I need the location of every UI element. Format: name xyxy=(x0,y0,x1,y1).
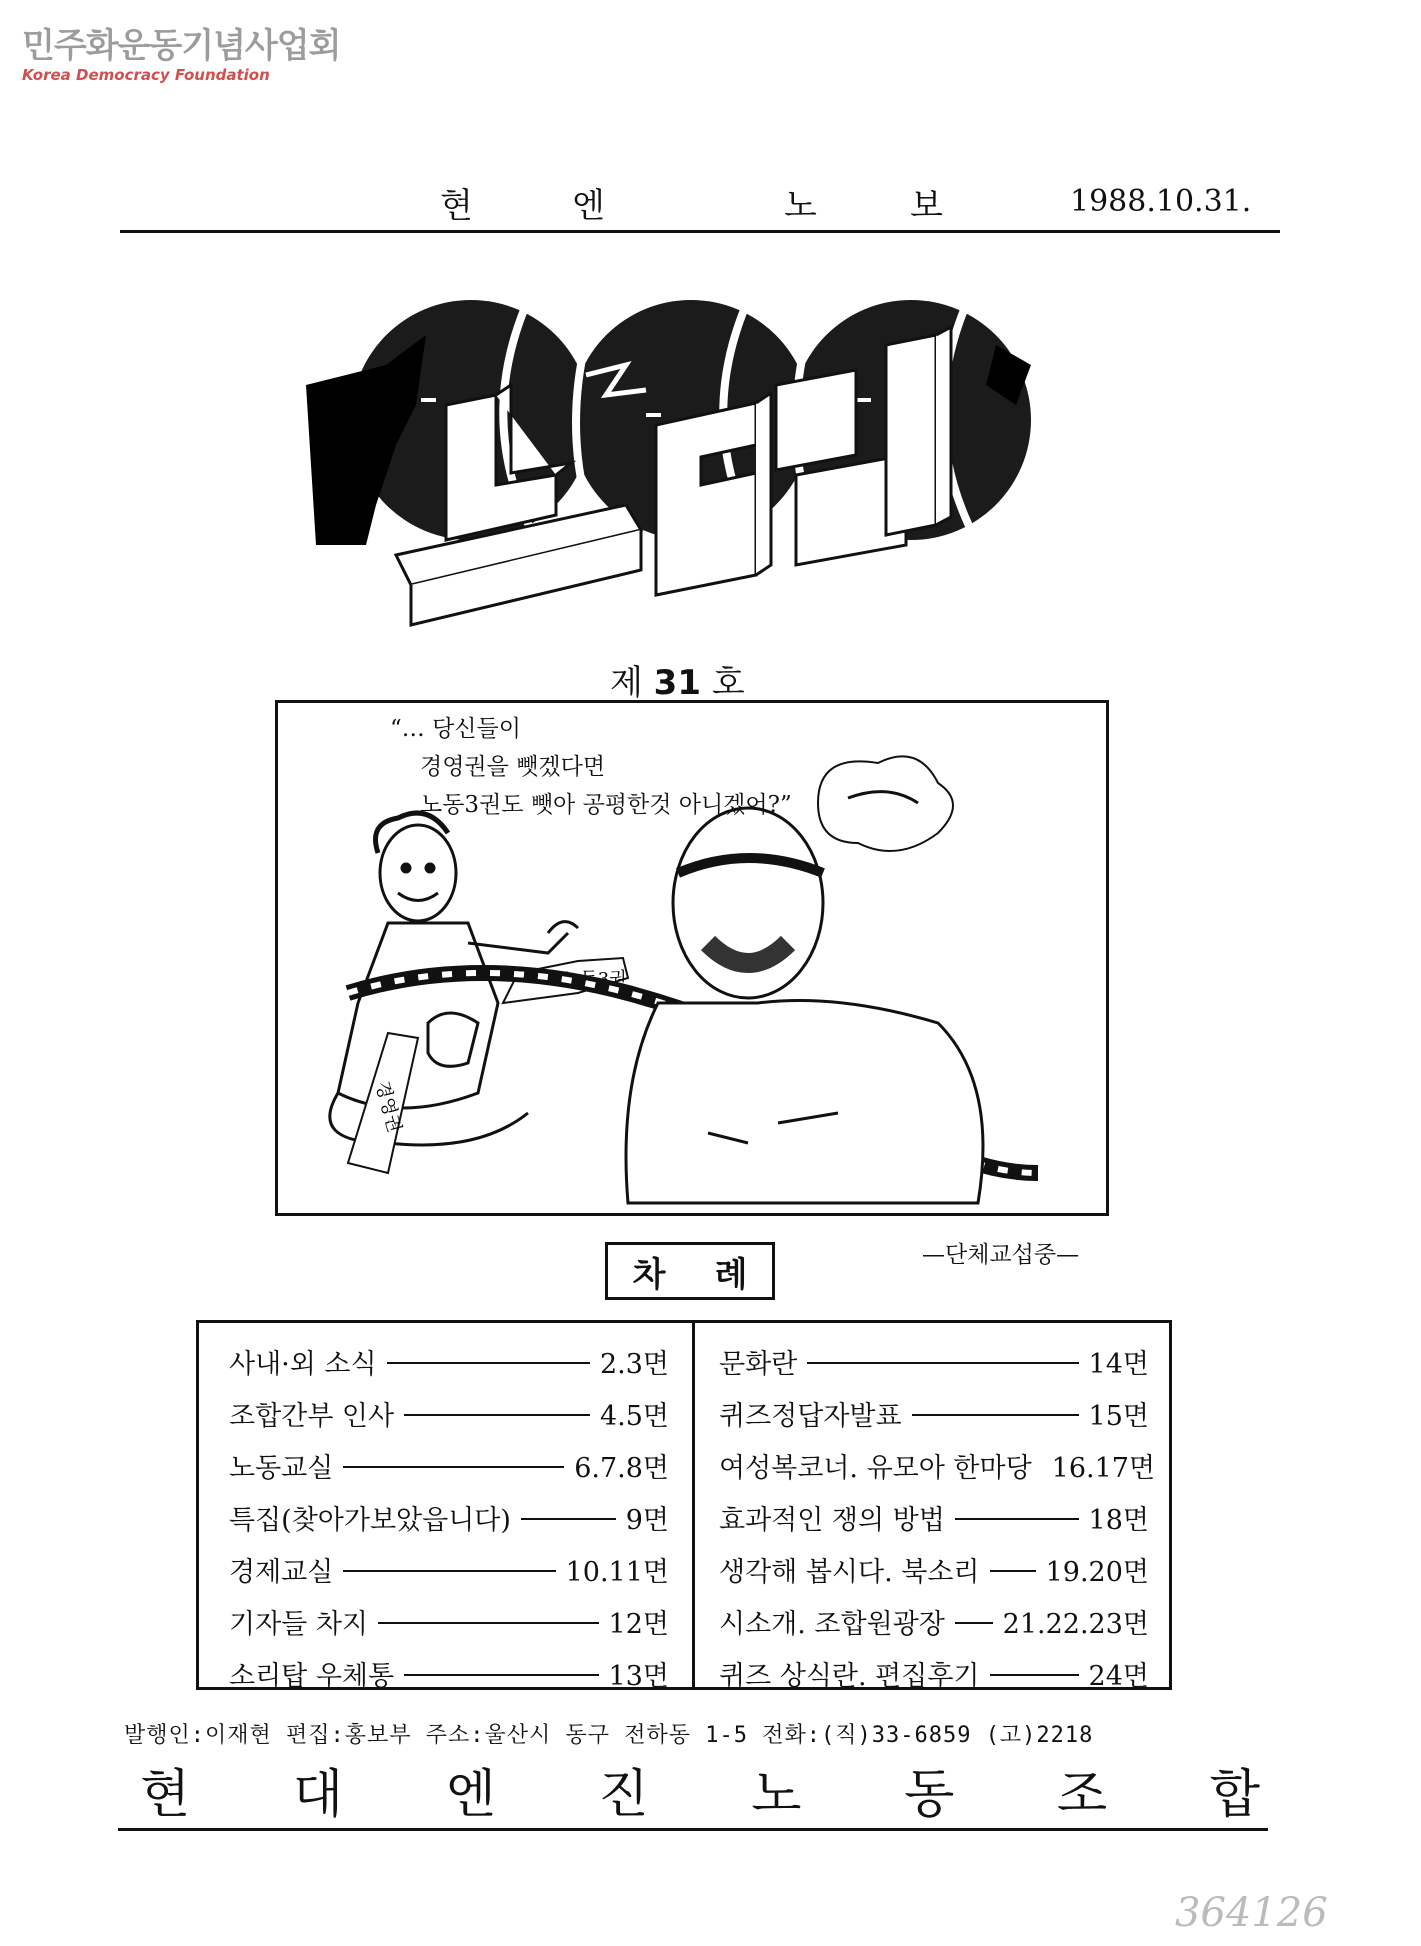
union-name-char: 대 xyxy=(292,1765,344,1825)
union-name-char: 현 xyxy=(140,1765,191,1825)
issue-date: 1988.10.31. xyxy=(1070,184,1252,219)
toc-entry: 효과적인 쟁의 방법 18면 xyxy=(719,1504,1149,1536)
footer-rule xyxy=(118,1828,1268,1831)
toc-entry: 노동교실 6.7.8면 xyxy=(229,1452,669,1484)
quote-line: 노동3권도 뺏아 공평한것 아니겠어?” xyxy=(420,792,792,818)
cartoon-quote xyxy=(390,710,792,824)
soritap-logo xyxy=(296,285,1056,665)
banner-right-label: 노동3권 xyxy=(563,969,627,990)
union-name-char: 조 xyxy=(1056,1765,1108,1825)
union-name-char: 진 xyxy=(598,1765,649,1825)
toc-box xyxy=(196,1320,1172,1690)
toc-entry: 여성복코너. 유모아 한마당 16.17면 xyxy=(719,1452,1156,1484)
title-char: 엔 xyxy=(572,186,605,226)
issue-number xyxy=(610,655,745,704)
toc-entry: 퀴즈정답자발표 15면 xyxy=(719,1400,1149,1432)
title-char: 보 xyxy=(910,186,943,226)
union-name xyxy=(140,1752,1260,1827)
union-name-char: 동 xyxy=(904,1765,955,1825)
toc-entry: 경제교실 10.11면 xyxy=(229,1556,669,1588)
toc-heading xyxy=(605,1242,775,1300)
banner-left-label: 경영권 xyxy=(371,1078,405,1135)
toc-divider xyxy=(692,1322,695,1688)
cartoon-caption: —단체교섭중— xyxy=(922,1242,1080,1268)
toc-entry: 퀴즈 상식란. 편집후기 24면 xyxy=(719,1660,1149,1692)
header-rule xyxy=(120,230,1280,233)
toc-entry: 특집(찾아가보았읍니다) 9면 xyxy=(229,1504,669,1536)
publisher-info: 발행인:이재현 편집:홍보부 주소:울산시 동구 전하동 1-5 전화:(직)33-6859 (고)2218 xyxy=(124,1723,1094,1748)
toc-right-column xyxy=(719,1335,1156,1699)
toc-entry: 생각해 봅시다. 북소리 19.20면 xyxy=(719,1556,1149,1588)
title-char: 노 xyxy=(784,186,817,226)
archive-number: 364126 xyxy=(1175,1890,1328,1936)
foundation-watermark-english: Korea Democracy Foundation xyxy=(22,66,270,84)
union-name-char: 노 xyxy=(751,1765,802,1825)
toc-entry: 소리탑 우체통 13면 xyxy=(229,1660,669,1692)
toc-left-column xyxy=(229,1335,669,1699)
foundation-watermark-korean: 민주화운동기념사업회 xyxy=(22,26,341,66)
toc-heading-char: 차 xyxy=(632,1254,666,1295)
issue-number-value: 31 xyxy=(653,663,701,703)
issue-suffix: 호 xyxy=(711,663,745,703)
toc-entry: 문화란 14면 xyxy=(719,1348,1149,1380)
toc-entry: 조합간부 인사 4.5면 xyxy=(229,1400,669,1432)
union-name-char: 엔 xyxy=(445,1765,496,1825)
issue-prefix: 제 xyxy=(610,663,643,703)
toc-entry: 시소개. 조합원광장 21.22.23면 xyxy=(719,1608,1149,1640)
quote-line: 경영권을 뺏겠다면 xyxy=(420,754,606,780)
title-char: 현 xyxy=(440,186,473,226)
union-name-char: 합 xyxy=(1209,1765,1260,1825)
toc-entry: 사내·외 소식 2.3면 xyxy=(229,1348,669,1380)
quote-line: “… 당신들이 xyxy=(390,716,521,742)
toc-entry: 기자들 차지 12면 xyxy=(229,1608,669,1640)
toc-heading-char: 례 xyxy=(714,1254,748,1295)
